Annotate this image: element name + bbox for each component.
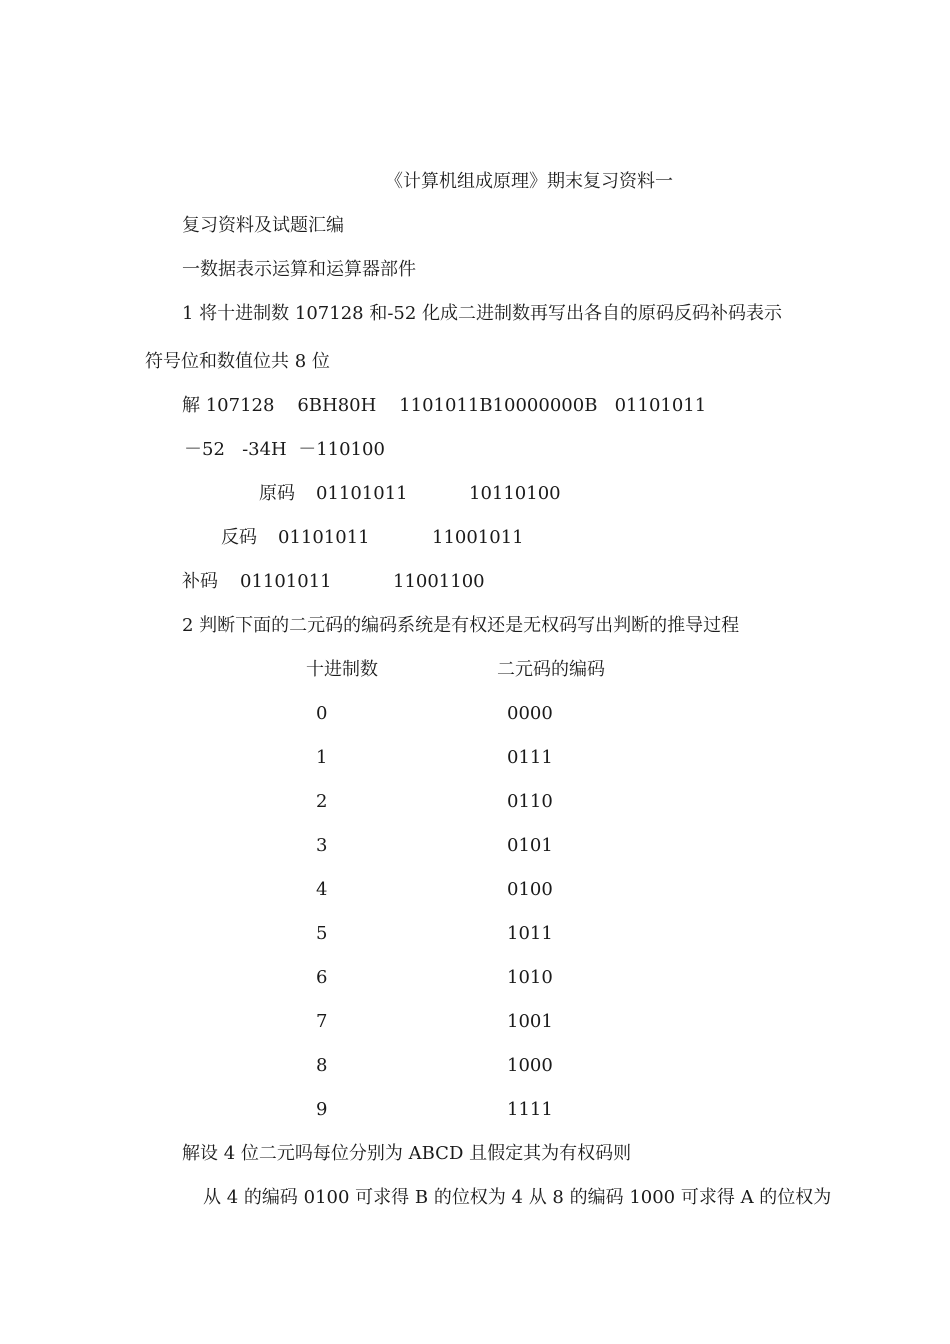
table-cell-decimal: 5 xyxy=(316,923,328,944)
table-cell-decimal: 0 xyxy=(316,703,328,724)
sign-magnitude-value-positive: 01101011 xyxy=(316,483,408,504)
table-cell-decimal: 7 xyxy=(316,1011,328,1032)
table-header-decimal: 十进制数 xyxy=(306,659,378,680)
chapter-heading: 一数据表示运算和运算器部件 xyxy=(182,259,416,280)
twos-complement-label: 补码 xyxy=(182,571,218,592)
table-cell-decimal: 4 xyxy=(316,879,328,900)
table-cell-decimal: 9 xyxy=(316,1099,328,1120)
section-subtitle: 复习资料及试题汇编 xyxy=(182,215,344,236)
table-cell-decimal: 1 xyxy=(316,747,328,768)
question-2: 2 判断下面的二元码的编码系统是有权还是无权码写出判断的推导过程 xyxy=(182,615,740,636)
solution-1-row-2: －52 -34H －110100 xyxy=(184,439,385,460)
answer-2-line-2: 从 4 的编码 0100 可求得 B 的位权为 4 从 8 的编码 1000 可求得 A 的位权为 xyxy=(203,1187,832,1208)
twos-complement-value-positive: 01101011 xyxy=(240,571,332,592)
question-1-line-2: 符号位和数值位共 8 位 xyxy=(145,351,330,372)
answer-2-line-1: 解设 4 位二元吗每位分别为 ABCD 且假定其为有权码则 xyxy=(182,1143,632,1164)
table-cell-binary: 0100 xyxy=(507,879,553,900)
ones-complement-label: 反码 xyxy=(221,527,257,548)
ones-complement-value-positive: 01101011 xyxy=(278,527,370,548)
table-cell-decimal: 3 xyxy=(316,835,328,856)
table-cell-decimal: 6 xyxy=(316,967,328,988)
table-cell-decimal: 2 xyxy=(316,791,328,812)
ones-complement-value-negative: 11001011 xyxy=(432,527,524,548)
sign-magnitude-value-negative: 10110100 xyxy=(469,483,561,504)
table-cell-binary: 0000 xyxy=(507,703,553,724)
solution-1-row-1: 解 107128 6BH80H 1101011B10000000B 01101011 xyxy=(182,395,707,416)
table-cell-binary: 1011 xyxy=(507,923,553,944)
document-title: 《计算机组成原理》期末复习资料一 xyxy=(385,171,673,192)
table-cell-binary: 1111 xyxy=(507,1099,553,1120)
table-cell-binary: 1001 xyxy=(507,1011,553,1032)
table-cell-binary: 0111 xyxy=(507,747,553,768)
table-cell-decimal: 8 xyxy=(316,1055,328,1076)
sign-magnitude-label: 原码 xyxy=(259,483,295,504)
table-cell-binary: 0110 xyxy=(507,791,553,812)
table-header-binary: 二元码的编码 xyxy=(497,659,605,680)
table-cell-binary: 1010 xyxy=(507,967,553,988)
table-cell-binary: 0101 xyxy=(507,835,553,856)
question-1-line-1: 1 将十进制数 107128 和-52 化成二进制数再写出各自的原码反码补码表示 xyxy=(182,303,783,324)
table-cell-binary: 1000 xyxy=(507,1055,553,1076)
twos-complement-value-negative: 11001100 xyxy=(393,571,485,592)
